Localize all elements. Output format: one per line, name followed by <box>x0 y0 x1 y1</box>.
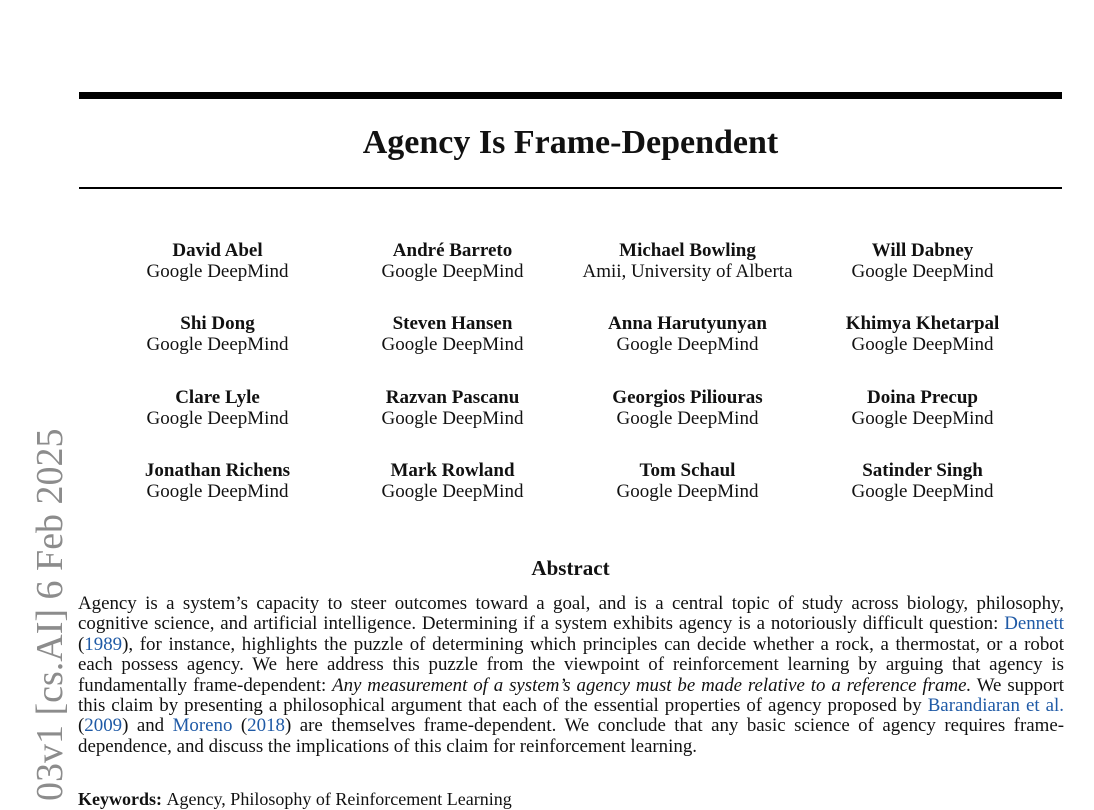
title-bottom-rule <box>79 187 1062 189</box>
author-name: David Abel <box>172 240 263 261</box>
author-entry <box>335 460 570 533</box>
author-affiliation: Google DeepMind <box>851 334 994 356</box>
author-entry <box>335 240 570 313</box>
author-entry <box>570 240 805 313</box>
author-entry <box>805 387 1040 460</box>
author-name: André Barreto <box>392 240 513 261</box>
citation-link-moreno-author[interactable]: Moreno <box>172 715 233 737</box>
author-affiliation: Google DeepMind <box>851 407 994 429</box>
abstract-text-part: We support this claim by presenting a philosophical argument that each of the essential properties of agency proposed by <box>78 674 1064 717</box>
author-entry <box>805 313 1040 386</box>
keywords-values: Agency, Philosophy of Reinforcement Learning <box>166 789 512 809</box>
author-affiliation: Google DeepMind <box>146 334 289 356</box>
author-name: Mark Rowland <box>390 459 515 481</box>
citation-paren: ( <box>78 633 85 655</box>
author-affiliation: Google DeepMind <box>381 261 524 282</box>
abstract-text-part: ) are themselves frame-dependent. We conclude that any basic science of agency requires frame-dependence, and discuss the implications of this claim for reinforcement learning. <box>78 715 1064 757</box>
citation-link-dennett-year[interactable]: 1989 <box>84 633 123 655</box>
abstract-text-part: ) and <box>122 715 173 737</box>
abstract-emphasis: Any measurement of a system’s agency must be made relative to a reference frame. <box>332 674 972 696</box>
author-name: Georgios Piliouras <box>612 386 763 408</box>
author-name: Anna Harutyunyan <box>608 313 767 335</box>
citation-paren: ( <box>232 715 248 737</box>
title-top-rule <box>79 92 1062 99</box>
paper-title: Agency Is Frame-Dependent <box>362 124 779 161</box>
author-affiliation: Google DeepMind <box>381 480 524 502</box>
author-name: Doina Precup <box>866 386 978 408</box>
author-affiliation: Google DeepMind <box>616 334 759 356</box>
author-entry <box>335 387 570 460</box>
author-affiliation: Google DeepMind <box>381 334 524 356</box>
author-entry <box>100 313 335 386</box>
arxiv-identifier-stamp: 03v1 [cs.AI] 6 Feb 2025 <box>29 428 71 801</box>
author-affiliation: Google DeepMind <box>146 480 289 502</box>
author-affiliation: Google DeepMind <box>616 407 759 429</box>
author-name: Jonathan Richens <box>144 459 291 481</box>
author-name: Razvan Pascanu <box>385 386 520 408</box>
keywords-label: Keywords: <box>78 789 162 809</box>
author-name: Khimya Khetarpal <box>845 313 1000 335</box>
citation-link-dennett-author[interactable]: Dennett <box>1004 613 1064 635</box>
author-entry <box>100 240 335 313</box>
author-entry <box>805 460 1040 533</box>
author-affiliation: Google DeepMind <box>381 407 524 429</box>
author-affiliation: Amii, University of Alberta <box>582 261 793 282</box>
author-name: Will Dabney <box>871 240 974 261</box>
citation-link-moreno-year[interactable]: 2018 <box>247 715 285 737</box>
citation-link-barandiaran-year[interactable]: 2009 <box>84 715 123 737</box>
author-entry <box>570 460 805 533</box>
author-name: Shi Dong <box>180 313 255 335</box>
author-affiliation: Google DeepMind <box>146 407 289 429</box>
author-name: Michael Bowling <box>619 240 756 261</box>
keywords-line <box>78 788 512 810</box>
author-name: Steven Hansen <box>392 313 513 335</box>
citation-link-barandiaran-author[interactable]: Barandiaran et al. <box>927 695 1064 717</box>
abstract-heading: Abstract <box>531 556 610 580</box>
author-name: Satinder Singh <box>862 459 983 481</box>
author-name: Tom Schaul <box>639 459 736 481</box>
author-entry <box>335 313 570 386</box>
abstract-text-part: ), for instance, highlights the puzzle of determining which principles can decide whether a rock, a thermostat, or a robot each possess agency. We here address this puzzle from the viewpoint of reinforcement learning by arguing that agency is fundamentally frame-dependent: <box>78 633 1064 696</box>
author-list <box>100 240 1040 533</box>
author-entry <box>100 387 335 460</box>
abstract-text-part: Agency is a system’s capacity to steer outcomes toward a goal, and is a central topic of study across biology, philosophy, cognitive science, and artificial intelligence. Determining if a system exhibits agency is a notoriously difficult question: <box>78 593 1064 635</box>
author-entry <box>100 460 335 533</box>
author-entry <box>805 240 1040 313</box>
author-affiliation: Google DeepMind <box>851 261 994 282</box>
abstract-text <box>78 594 1064 757</box>
author-affiliation: Google DeepMind <box>616 480 759 502</box>
author-entry <box>570 387 805 460</box>
author-affiliation: Google DeepMind <box>851 480 994 502</box>
author-entry <box>570 313 805 386</box>
author-name: Clare Lyle <box>175 386 260 408</box>
author-affiliation: Google DeepMind <box>146 261 289 282</box>
citation-paren: ( <box>78 715 85 737</box>
